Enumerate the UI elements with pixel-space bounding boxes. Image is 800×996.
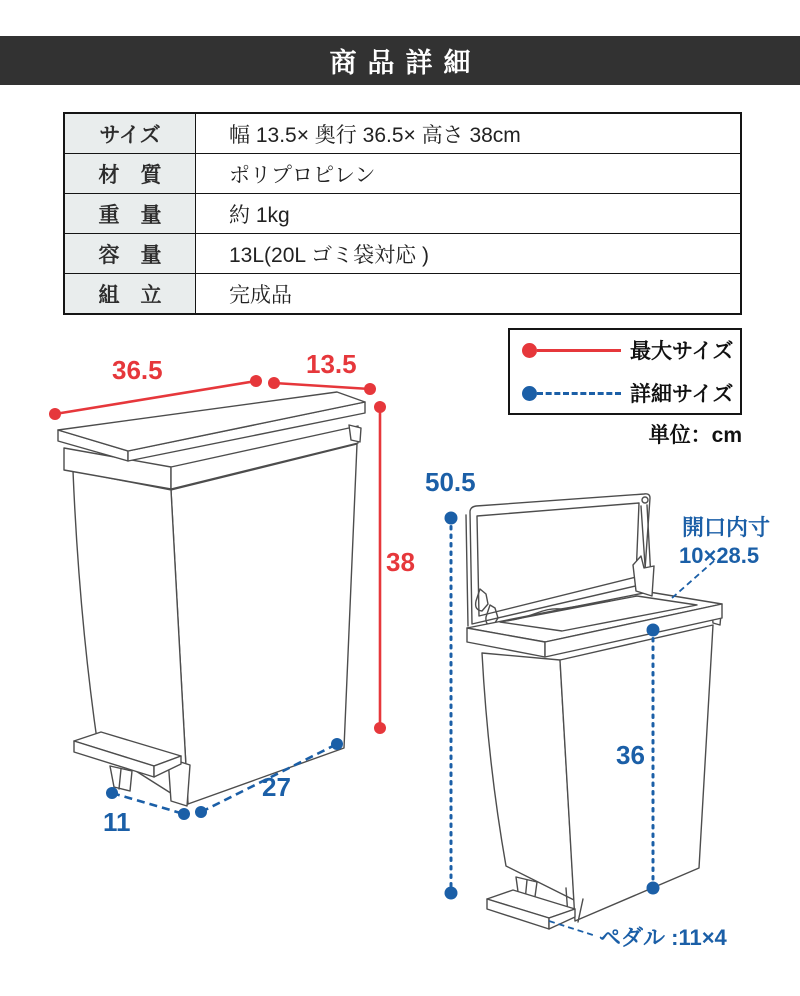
section-title: 商品詳細 bbox=[329, 48, 482, 78]
spec-value: 約 1kg bbox=[196, 194, 742, 234]
dim-label-open-height: 50.5 bbox=[425, 467, 476, 497]
legend-box bbox=[508, 328, 742, 415]
blue-dot-icon bbox=[522, 386, 537, 401]
dim-line-top-width bbox=[268, 377, 376, 395]
dim-label-bottom-width: 11 bbox=[103, 807, 131, 837]
dim-label-bottom-depth: 27 bbox=[262, 772, 291, 802]
spec-value: 完成品 bbox=[196, 274, 742, 315]
solid-line-icon bbox=[537, 349, 621, 352]
spec-label: 組 立 bbox=[64, 274, 196, 315]
opening-inner-label: 開口内寸 bbox=[682, 515, 771, 540]
dim-label-top-depth: 36.5 bbox=[112, 355, 163, 385]
opening-inner-size: 10×28.5 bbox=[679, 543, 760, 568]
spec-label: 容 量 bbox=[64, 234, 196, 274]
spec-label: 材 質 bbox=[64, 154, 196, 194]
legend-label: 詳細サイズ bbox=[630, 383, 734, 406]
spec-label: サイズ bbox=[64, 113, 196, 154]
pedal-size-label: ペダル :11×4 bbox=[599, 925, 727, 950]
dashed-line-icon bbox=[537, 392, 621, 395]
legend-label: 最大サイズ bbox=[630, 340, 734, 363]
spec-value: 幅 13.5× 奥行 36.5× 高さ 38cm bbox=[196, 113, 742, 154]
closed-bin-drawing bbox=[58, 392, 365, 806]
red-dot-icon bbox=[522, 343, 537, 358]
unit-note: 単位：cm bbox=[648, 424, 742, 447]
spec-value: 13L(20L ゴミ袋対応 ) bbox=[196, 234, 742, 274]
dim-label-height: 38 bbox=[386, 547, 415, 577]
legend-item-max-size bbox=[522, 335, 740, 365]
legend-item-detail-size bbox=[522, 378, 740, 408]
spec-label: 重 量 bbox=[64, 194, 196, 234]
dim-label-top-width: 13.5 bbox=[306, 349, 357, 379]
dim-label-body-height: 36 bbox=[616, 740, 645, 770]
dim-line-height bbox=[374, 401, 386, 734]
dim-line-open-height bbox=[445, 512, 458, 900]
spec-value: ポリプロピレン bbox=[196, 154, 742, 194]
